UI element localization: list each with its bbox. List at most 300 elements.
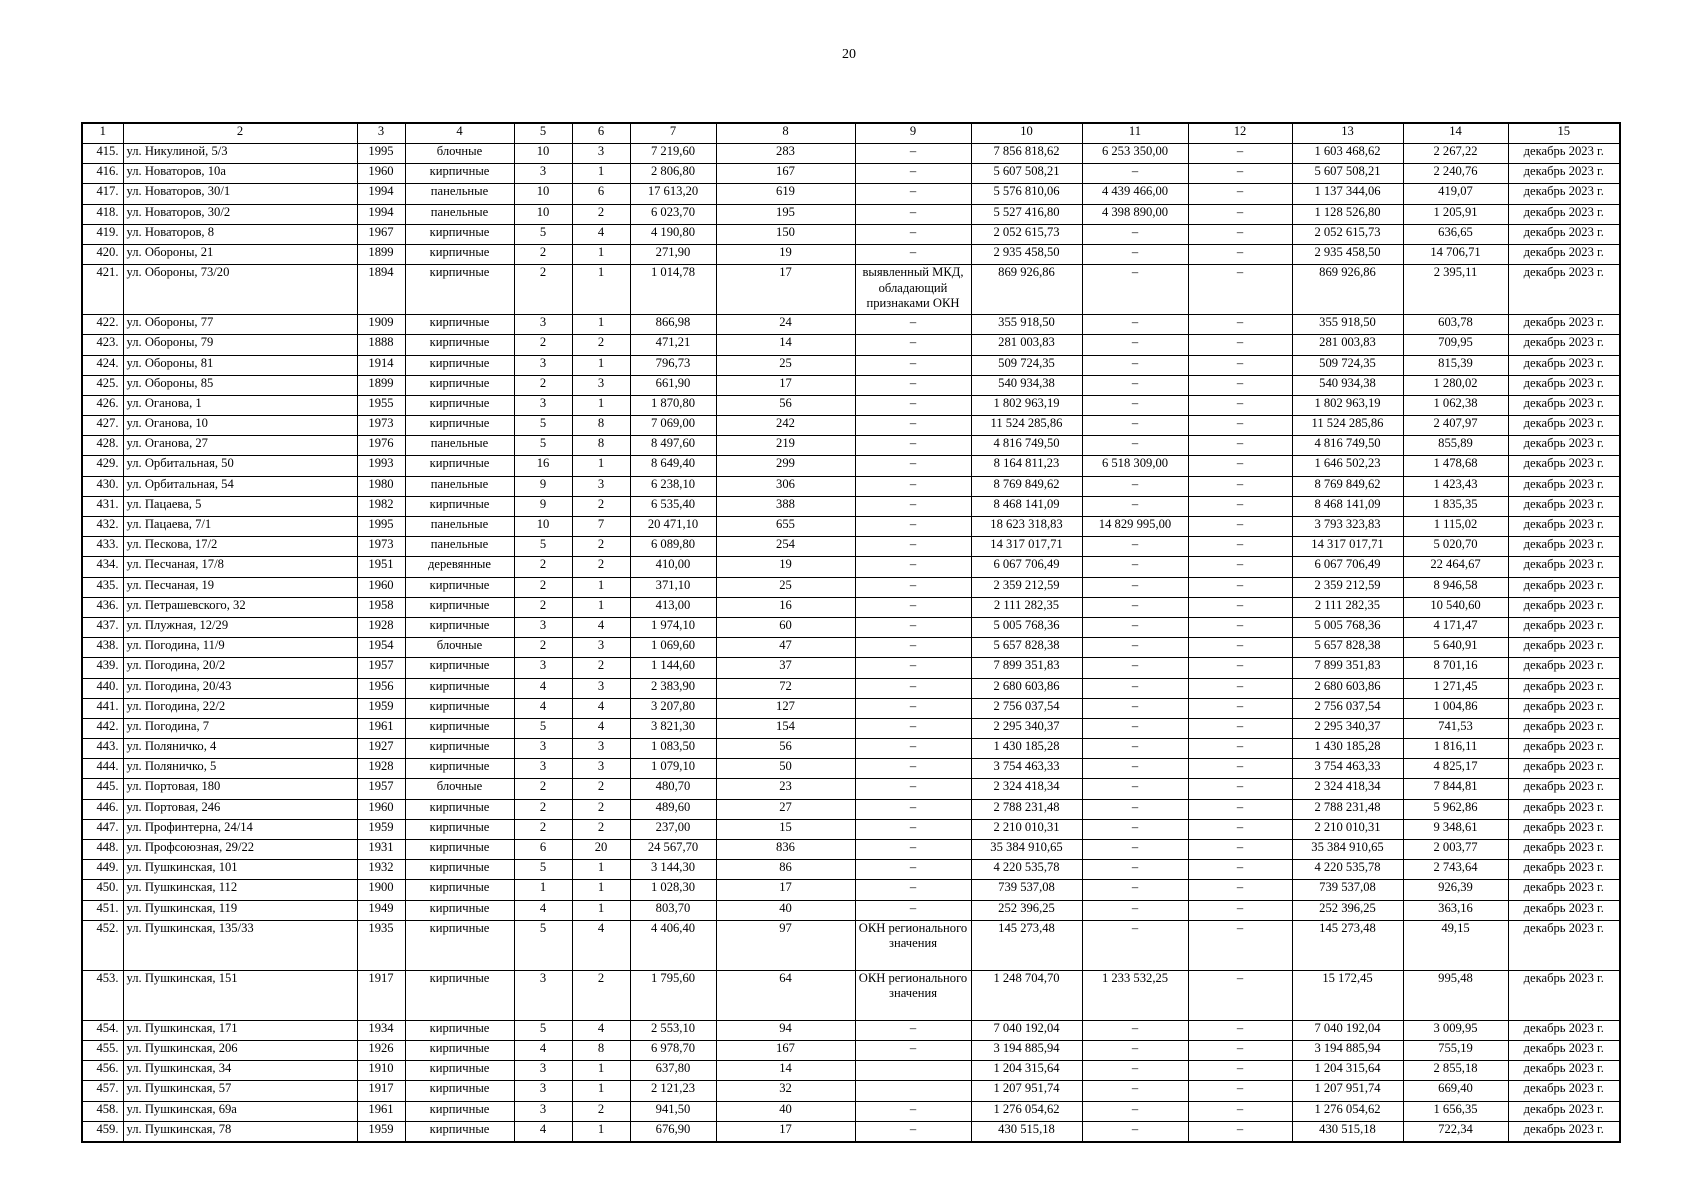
cell-completion-date: декабрь 2023 г. (1508, 204, 1620, 224)
cell-floors: 4 (514, 1121, 572, 1142)
cell-entrances: 3 (572, 144, 630, 164)
cell-total-area: 3 207,80 (630, 698, 716, 718)
cell-residents: 16 (716, 597, 855, 617)
cell-fund-cost: – (1082, 900, 1188, 920)
table-row (82, 537, 1620, 557)
cell-residents: 56 (716, 395, 855, 415)
cell-entrances: 1 (572, 880, 630, 900)
cell-entrances: 4 (572, 1020, 630, 1040)
cell-subsidy-cost: – (1188, 375, 1292, 395)
cell-entrances: 8 (572, 1040, 630, 1060)
cell-row-number: 423. (82, 335, 123, 355)
cell-cost-per-sqm: 7 844,81 (1403, 779, 1508, 799)
cell-cost-per-sqm: 2 855,18 (1403, 1061, 1508, 1081)
cell-residents: 17 (716, 375, 855, 395)
cell-entrances: 8 (572, 436, 630, 456)
cell-address: ул. Плужная, 12/29 (123, 617, 357, 637)
cell-subsidy-cost: – (1188, 204, 1292, 224)
cell-row-number: 417. (82, 184, 123, 204)
cell-floors: 3 (514, 617, 572, 637)
cell-total-area: 1 014,78 (630, 265, 716, 315)
cell-fund-cost: – (1082, 1081, 1188, 1101)
cell-wall-material: кирпичные (405, 1081, 514, 1101)
cell-entrances: 1 (572, 1081, 630, 1101)
cell-fund-cost: – (1082, 1101, 1188, 1121)
cell-owners-cost: 1 802 963,19 (1292, 395, 1403, 415)
cell-address: ул. Погодина, 22/2 (123, 698, 357, 718)
cell-residents: 97 (716, 920, 855, 970)
cell-address: ул. Пушкинская, 57 (123, 1081, 357, 1101)
cell-entrances: 1 (572, 355, 630, 375)
cell-completion-date: декабрь 2023 г. (1508, 1040, 1620, 1060)
column-header-6: 6 (572, 123, 630, 144)
cell-cost-per-sqm: 1 656,35 (1403, 1101, 1508, 1121)
cell-completion-date: декабрь 2023 г. (1508, 224, 1620, 244)
cell-row-number: 455. (82, 1040, 123, 1060)
cell-cost-per-sqm: 2 240,76 (1403, 164, 1508, 184)
cell-row-number: 425. (82, 375, 123, 395)
cell-owners-cost: 869 926,86 (1292, 265, 1403, 315)
cell-owners-cost: 4 220 535,78 (1292, 860, 1403, 880)
cell-floors: 5 (514, 436, 572, 456)
cell-entrances: 20 (572, 840, 630, 860)
cell-owners-cost: 252 396,25 (1292, 900, 1403, 920)
table-row (82, 355, 1620, 375)
cell-completion-date: декабрь 2023 г. (1508, 416, 1620, 436)
page-number: 20 (842, 47, 856, 62)
cell-address: ул. Пушкинская, 69а (123, 1101, 357, 1121)
cell-residents: 167 (716, 164, 855, 184)
cell-heritage-status: – (855, 476, 971, 496)
cell-owners-cost: 2 210 010,31 (1292, 819, 1403, 839)
cell-entrances: 3 (572, 739, 630, 759)
cell-year-built: 1955 (357, 395, 405, 415)
cell-year-built: 1917 (357, 970, 405, 1020)
cell-total-area: 866,98 (630, 315, 716, 335)
cell-owners-cost: 2 788 231,48 (1292, 799, 1403, 819)
cell-cost-per-sqm: 1 115,02 (1403, 517, 1508, 537)
cell-year-built: 1888 (357, 335, 405, 355)
cell-wall-material: кирпичные (405, 698, 514, 718)
cell-row-number: 437. (82, 617, 123, 637)
cell-address: ул. Профинтерна, 24/14 (123, 819, 357, 839)
cell-year-built: 1960 (357, 799, 405, 819)
cell-fund-cost: 6 253 350,00 (1082, 144, 1188, 164)
cell-address: ул. Пушкинская, 34 (123, 1061, 357, 1081)
cell-year-built: 1899 (357, 244, 405, 264)
cell-address: ул. Обороны, 79 (123, 335, 357, 355)
cell-total-cost: 355 918,50 (971, 315, 1082, 335)
cell-address: ул. Пацаева, 5 (123, 496, 357, 516)
table-row (82, 476, 1620, 496)
cell-row-number: 421. (82, 265, 123, 315)
cell-total-area: 7 219,60 (630, 144, 716, 164)
cell-fund-cost: – (1082, 698, 1188, 718)
table-row (82, 880, 1620, 900)
cell-fund-cost: – (1082, 557, 1188, 577)
cell-completion-date: декабрь 2023 г. (1508, 678, 1620, 698)
cell-subsidy-cost: – (1188, 617, 1292, 637)
cell-year-built: 1928 (357, 759, 405, 779)
cell-entrances: 4 (572, 920, 630, 970)
cell-subsidy-cost: – (1188, 1101, 1292, 1121)
cell-fund-cost: – (1082, 799, 1188, 819)
table-row (82, 577, 1620, 597)
cell-row-number: 446. (82, 799, 123, 819)
cell-floors: 2 (514, 819, 572, 839)
cell-total-area: 4 406,40 (630, 920, 716, 970)
cell-subsidy-cost: – (1188, 698, 1292, 718)
cell-subsidy-cost: – (1188, 315, 1292, 335)
cell-total-cost: 5 005 768,36 (971, 617, 1082, 637)
cell-subsidy-cost: – (1188, 416, 1292, 436)
cell-fund-cost: – (1082, 819, 1188, 839)
cell-fund-cost: – (1082, 436, 1188, 456)
table-row (82, 335, 1620, 355)
cell-row-number: 444. (82, 759, 123, 779)
cell-address: ул. Пушкинская, 112 (123, 880, 357, 900)
cell-year-built: 1961 (357, 1101, 405, 1121)
cell-fund-cost: – (1082, 355, 1188, 375)
cell-total-cost: 14 317 017,71 (971, 537, 1082, 557)
cell-total-cost: 281 003,83 (971, 335, 1082, 355)
cell-fund-cost: 4 398 890,00 (1082, 204, 1188, 224)
cell-subsidy-cost: – (1188, 244, 1292, 264)
cell-cost-per-sqm: 8 946,58 (1403, 577, 1508, 597)
cell-owners-cost: 35 384 910,65 (1292, 840, 1403, 860)
cell-residents: 86 (716, 860, 855, 880)
cell-entrances: 1 (572, 456, 630, 476)
cell-total-cost: 1 207 951,74 (971, 1081, 1082, 1101)
cell-floors: 9 (514, 476, 572, 496)
cell-entrances: 2 (572, 557, 630, 577)
cell-year-built: 1976 (357, 436, 405, 456)
cell-heritage-status: ОКН регионального значения (855, 920, 971, 970)
cell-total-area: 1 144,60 (630, 658, 716, 678)
cell-cost-per-sqm: 709,95 (1403, 335, 1508, 355)
cell-total-cost: 4 220 535,78 (971, 860, 1082, 880)
cell-entrances: 2 (572, 799, 630, 819)
cell-wall-material: кирпичные (405, 335, 514, 355)
column-header-12: 12 (1188, 123, 1292, 144)
cell-row-number: 449. (82, 860, 123, 880)
cell-fund-cost: – (1082, 1020, 1188, 1040)
table-row (82, 224, 1620, 244)
cell-cost-per-sqm: 1 280,02 (1403, 375, 1508, 395)
cell-subsidy-cost: – (1188, 1040, 1292, 1060)
cell-fund-cost: – (1082, 244, 1188, 264)
cell-total-cost: 1 204 315,64 (971, 1061, 1082, 1081)
cell-completion-date: декабрь 2023 г. (1508, 658, 1620, 678)
cell-completion-date: декабрь 2023 г. (1508, 244, 1620, 264)
cell-owners-cost: 1 276 054,62 (1292, 1101, 1403, 1121)
cell-row-number: 445. (82, 779, 123, 799)
cell-fund-cost: – (1082, 1061, 1188, 1081)
cell-fund-cost: 6 518 309,00 (1082, 456, 1188, 476)
cell-row-number: 457. (82, 1081, 123, 1101)
cell-cost-per-sqm: 603,78 (1403, 315, 1508, 335)
cell-owners-cost: 6 067 706,49 (1292, 557, 1403, 577)
cell-entrances: 8 (572, 416, 630, 436)
cell-total-area: 3 821,30 (630, 718, 716, 738)
cell-owners-cost: 739 537,08 (1292, 880, 1403, 900)
column-header-15: 15 (1508, 123, 1620, 144)
cell-subsidy-cost: – (1188, 496, 1292, 516)
cell-total-cost: 7 899 351,83 (971, 658, 1082, 678)
cell-owners-cost: 14 317 017,71 (1292, 537, 1403, 557)
cell-wall-material: блочные (405, 638, 514, 658)
table-row (82, 1040, 1620, 1060)
cell-wall-material: кирпичные (405, 1061, 514, 1081)
table-row (82, 970, 1620, 1020)
cell-heritage-status: – (855, 244, 971, 264)
cell-owners-cost: 1 646 502,23 (1292, 456, 1403, 476)
cell-fund-cost: – (1082, 537, 1188, 557)
cell-residents: 299 (716, 456, 855, 476)
cell-cost-per-sqm: 5 020,70 (1403, 537, 1508, 557)
cell-completion-date: декабрь 2023 г. (1508, 638, 1620, 658)
cell-entrances: 2 (572, 496, 630, 516)
cell-total-cost: 2 210 010,31 (971, 819, 1082, 839)
cell-wall-material: кирпичные (405, 678, 514, 698)
cell-owners-cost: 5 005 768,36 (1292, 617, 1403, 637)
cell-floors: 10 (514, 184, 572, 204)
cell-entrances: 1 (572, 1121, 630, 1142)
cell-fund-cost: – (1082, 335, 1188, 355)
cell-wall-material: кирпичные (405, 840, 514, 860)
cell-total-cost: 2 756 037,54 (971, 698, 1082, 718)
cell-wall-material: кирпичные (405, 456, 514, 476)
cell-heritage-status: – (855, 224, 971, 244)
cell-residents: 60 (716, 617, 855, 637)
cell-completion-date: декабрь 2023 г. (1508, 517, 1620, 537)
cell-cost-per-sqm: 2 267,22 (1403, 144, 1508, 164)
cell-total-area: 1 083,50 (630, 739, 716, 759)
cell-row-number: 428. (82, 436, 123, 456)
cell-total-cost: 2 324 418,34 (971, 779, 1082, 799)
cell-cost-per-sqm: 2 395,11 (1403, 265, 1508, 315)
cell-entrances: 1 (572, 597, 630, 617)
cell-year-built: 1932 (357, 860, 405, 880)
cell-cost-per-sqm: 9 348,61 (1403, 819, 1508, 839)
cell-total-area: 480,70 (630, 779, 716, 799)
cell-total-area: 6 978,70 (630, 1040, 716, 1060)
cell-completion-date: декабрь 2023 г. (1508, 395, 1620, 415)
column-header-14: 14 (1403, 123, 1508, 144)
cell-row-number: 430. (82, 476, 123, 496)
cell-address: ул. Оганова, 27 (123, 436, 357, 456)
cell-floors: 5 (514, 537, 572, 557)
column-header-8: 8 (716, 123, 855, 144)
cell-residents: 40 (716, 900, 855, 920)
cell-entrances: 3 (572, 678, 630, 698)
table-row (82, 557, 1620, 577)
cell-completion-date: декабрь 2023 г. (1508, 739, 1620, 759)
cell-cost-per-sqm: 4 171,47 (1403, 617, 1508, 637)
cell-total-area: 803,70 (630, 900, 716, 920)
cell-entrances: 2 (572, 970, 630, 1020)
cell-heritage-status: – (855, 184, 971, 204)
cell-year-built: 1931 (357, 840, 405, 860)
table-row (82, 597, 1620, 617)
cell-completion-date: декабрь 2023 г. (1508, 355, 1620, 375)
cell-completion-date: декабрь 2023 г. (1508, 900, 1620, 920)
cell-fund-cost: – (1082, 880, 1188, 900)
cell-total-cost: 145 273,48 (971, 920, 1082, 970)
table-row (82, 395, 1620, 415)
cell-owners-cost: 3 194 885,94 (1292, 1040, 1403, 1060)
cell-entrances: 4 (572, 698, 630, 718)
cell-address: ул. Погодина, 20/2 (123, 658, 357, 678)
cell-heritage-status: ОКН регионального значения (855, 970, 971, 1020)
cell-owners-cost: 8 769 849,62 (1292, 476, 1403, 496)
column-header-1: 1 (82, 123, 123, 144)
cell-cost-per-sqm: 1 816,11 (1403, 739, 1508, 759)
cell-residents: 14 (716, 335, 855, 355)
cell-residents: 37 (716, 658, 855, 678)
cell-entrances: 2 (572, 658, 630, 678)
cell-total-area: 413,00 (630, 597, 716, 617)
cell-wall-material: кирпичные (405, 880, 514, 900)
cell-row-number: 422. (82, 315, 123, 335)
cell-fund-cost: – (1082, 638, 1188, 658)
cell-completion-date: декабрь 2023 г. (1508, 759, 1620, 779)
cell-residents: 655 (716, 517, 855, 537)
cell-total-area: 676,90 (630, 1121, 716, 1142)
cell-cost-per-sqm: 2 407,97 (1403, 416, 1508, 436)
cell-address: ул. Погодина, 20/43 (123, 678, 357, 698)
cell-total-cost: 2 935 458,50 (971, 244, 1082, 264)
column-header-3: 3 (357, 123, 405, 144)
table-row (82, 517, 1620, 537)
cell-heritage-status: – (855, 355, 971, 375)
column-header-5: 5 (514, 123, 572, 144)
cell-heritage-status: – (855, 395, 971, 415)
cell-entrances: 1 (572, 395, 630, 415)
cell-floors: 3 (514, 1101, 572, 1121)
cell-subsidy-cost: – (1188, 335, 1292, 355)
cell-wall-material: кирпичные (405, 375, 514, 395)
cell-entrances: 2 (572, 1101, 630, 1121)
cell-address: ул. Пушкинская, 171 (123, 1020, 357, 1040)
cell-address: ул. Обороны, 77 (123, 315, 357, 335)
cell-year-built: 1914 (357, 355, 405, 375)
cell-heritage-status: – (855, 577, 971, 597)
cell-cost-per-sqm: 4 825,17 (1403, 759, 1508, 779)
cell-heritage-status: – (855, 456, 971, 476)
cell-total-cost: 540 934,38 (971, 375, 1082, 395)
cell-address: ул. Пушкинская, 135/33 (123, 920, 357, 970)
cell-owners-cost: 2 680 603,86 (1292, 678, 1403, 698)
cell-floors: 2 (514, 799, 572, 819)
column-header-10: 10 (971, 123, 1082, 144)
cell-total-area: 941,50 (630, 1101, 716, 1121)
cell-floors: 6 (514, 840, 572, 860)
cell-completion-date: декабрь 2023 г. (1508, 779, 1620, 799)
cell-completion-date: декабрь 2023 г. (1508, 1020, 1620, 1040)
cell-total-area: 2 383,90 (630, 678, 716, 698)
cell-completion-date: декабрь 2023 г. (1508, 718, 1620, 738)
cell-completion-date: декабрь 2023 г. (1508, 557, 1620, 577)
cell-residents: 195 (716, 204, 855, 224)
cell-residents: 14 (716, 1061, 855, 1081)
cell-cost-per-sqm: 49,15 (1403, 920, 1508, 970)
cell-fund-cost: – (1082, 840, 1188, 860)
cell-entrances: 2 (572, 779, 630, 799)
cell-address: ул. Песчаная, 17/8 (123, 557, 357, 577)
cell-row-number: 452. (82, 920, 123, 970)
cell-entrances: 4 (572, 224, 630, 244)
cell-year-built: 1994 (357, 204, 405, 224)
cell-total-area: 1 795,60 (630, 970, 716, 1020)
cell-wall-material: кирпичные (405, 244, 514, 264)
cell-residents: 150 (716, 224, 855, 244)
table-row (82, 204, 1620, 224)
table-row (82, 617, 1620, 637)
cell-fund-cost: – (1082, 658, 1188, 678)
cell-fund-cost: – (1082, 164, 1188, 184)
cell-entrances: 7 (572, 517, 630, 537)
cell-residents: 40 (716, 1101, 855, 1121)
table-row (82, 375, 1620, 395)
cell-row-number: 447. (82, 819, 123, 839)
cell-cost-per-sqm: 22 464,67 (1403, 557, 1508, 577)
cell-heritage-status: – (855, 1101, 971, 1121)
cell-year-built: 1995 (357, 144, 405, 164)
cell-wall-material: панельные (405, 436, 514, 456)
cell-fund-cost: – (1082, 920, 1188, 970)
cell-total-area: 2 806,80 (630, 164, 716, 184)
cell-residents: 619 (716, 184, 855, 204)
cell-owners-cost: 2 111 282,35 (1292, 597, 1403, 617)
cell-year-built: 1917 (357, 1081, 405, 1101)
cell-wall-material: кирпичные (405, 265, 514, 315)
table-row (82, 1061, 1620, 1081)
cell-owners-cost: 2 295 340,37 (1292, 718, 1403, 738)
cell-row-number: 448. (82, 840, 123, 860)
cell-residents: 19 (716, 557, 855, 577)
cell-row-number: 458. (82, 1101, 123, 1121)
cell-total-cost: 8 468 141,09 (971, 496, 1082, 516)
cell-year-built: 1959 (357, 698, 405, 718)
cell-heritage-status: – (855, 164, 971, 184)
cell-year-built: 1957 (357, 658, 405, 678)
cell-wall-material: кирпичные (405, 496, 514, 516)
cell-floors: 2 (514, 597, 572, 617)
cell-wall-material: кирпичные (405, 759, 514, 779)
cell-year-built: 1973 (357, 537, 405, 557)
cell-total-area: 6 535,40 (630, 496, 716, 516)
cell-address: ул. Оганова, 10 (123, 416, 357, 436)
cell-wall-material: кирпичные (405, 224, 514, 244)
cell-entrances: 1 (572, 577, 630, 597)
cell-subsidy-cost: – (1188, 597, 1292, 617)
cell-fund-cost: – (1082, 1121, 1188, 1142)
cell-row-number: 454. (82, 1020, 123, 1040)
cell-address: ул. Пушкинская, 101 (123, 860, 357, 880)
cell-floors: 2 (514, 638, 572, 658)
cell-floors: 4 (514, 1040, 572, 1060)
cell-heritage-status: – (855, 880, 971, 900)
cell-address: ул. Обороны, 21 (123, 244, 357, 264)
cell-residents: 32 (716, 1081, 855, 1101)
cell-subsidy-cost: – (1188, 517, 1292, 537)
cell-completion-date: декабрь 2023 г. (1508, 970, 1620, 1020)
cell-cost-per-sqm: 2 003,77 (1403, 840, 1508, 860)
table-row (82, 496, 1620, 516)
cell-total-cost: 2 788 231,48 (971, 799, 1082, 819)
cell-completion-date: декабрь 2023 г. (1508, 920, 1620, 970)
